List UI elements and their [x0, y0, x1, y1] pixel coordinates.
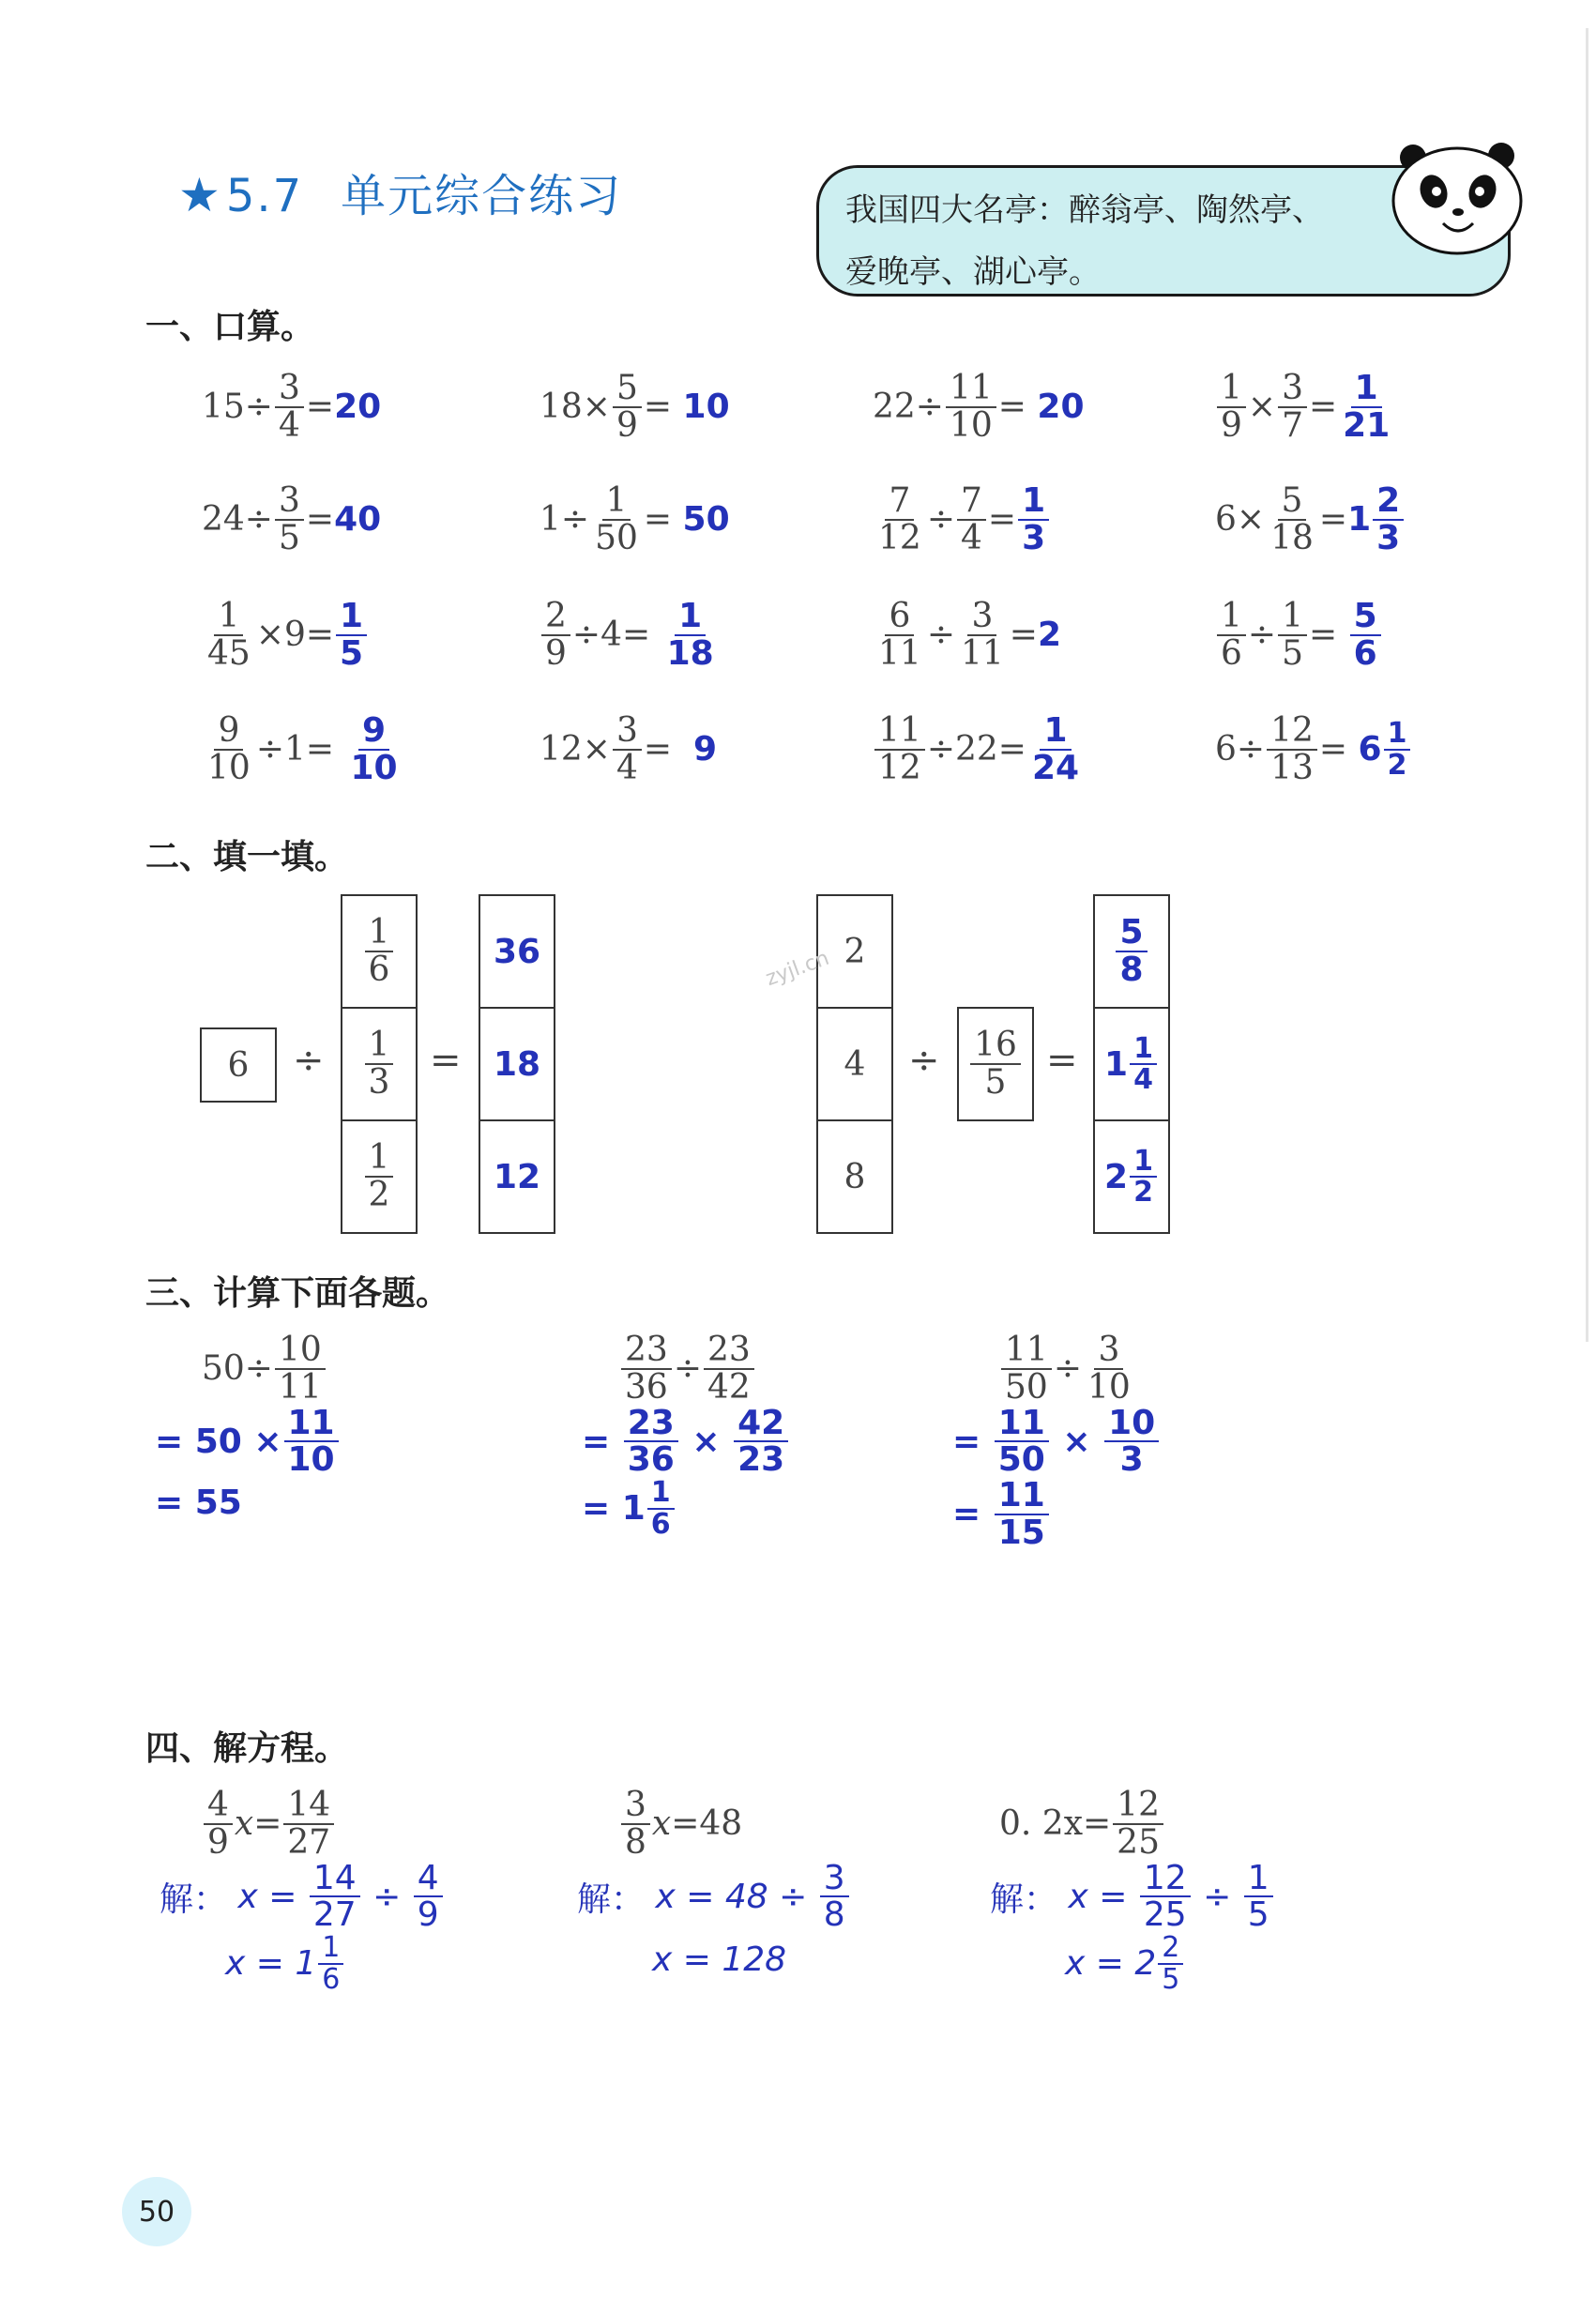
oral-3-2: $\frac{2}{9}$ ÷4= $\frac{1}{18}$ — [540, 599, 720, 672]
answer-cell-l3: 12 — [479, 1119, 555, 1234]
panda-icon — [1387, 137, 1528, 259]
oral-3-4: $\frac{1}{6}$ ÷ $\frac{1}{5}$ = $\frac{5}{6}$ — [1215, 599, 1383, 672]
oral-1-2: 18× $\frac{5}{9}$ = 10 — [540, 369, 730, 445]
star-icon: ★ — [178, 168, 222, 222]
given-box: 6 — [200, 1027, 277, 1103]
fill-cell-r1: 2 — [816, 894, 893, 1009]
answer-cell-r3: 2 1 2 — [1093, 1119, 1170, 1234]
oral-4-2: 12× $\frac{3}{4}$ = 9 — [540, 711, 718, 787]
fill-cell-r2: 4 — [816, 1007, 893, 1121]
oral-1-1: 15÷ $\frac{3}{4}$ = 20 — [202, 369, 382, 445]
fill-cell-l2: 1 3 — [341, 1007, 418, 1121]
oral-1-4: $\frac{1}{9}$ × $\frac{3}{7}$ = $\frac{1}{21}$ — [1215, 371, 1395, 444]
equals-sign-2: = — [1046, 1039, 1078, 1082]
equation-3: 0. 2x = $\frac{12}{25}$ 解： x = $\frac{12}{25}$ ÷ $\frac{1}{5}$ x = 2 2 5 — [990, 1788, 1275, 1994]
divide-sign-2: ÷ — [908, 1039, 940, 1082]
oral-4-1: $\frac{9}{10}$ ÷1= $\frac{9}{10}$ — [207, 711, 398, 787]
section-title-4: 四、解方程。 — [145, 1729, 349, 1768]
equals-sign: = — [430, 1039, 462, 1082]
oral-2-1: 24÷ $\frac{3}{5}$ = 40 — [202, 481, 382, 557]
lesson-name: 单元综合练习 — [341, 170, 623, 222]
lesson-number: 5.7 — [225, 170, 304, 222]
section-title-3: 三、计算下面各题。 — [145, 1274, 450, 1313]
bubble-line-1: 我国四大名亭：醉翁亭、陶然亭、 — [845, 191, 1324, 229]
calc-problem-3: $\frac{11}{50}$ ÷ $\frac{3}{10}$ = $\frac{11}{50}$ × $\frac{10}{3}$ = $\frac{11}{15}$ — [952, 1332, 1161, 1551]
answer-cell-r2: 1 1 4 — [1093, 1007, 1170, 1121]
oral-2-2: 1÷ $\frac{1}{50}$ = 50 — [540, 481, 730, 557]
page-edge — [1586, 28, 1588, 1342]
oral-4-4: 6÷ $\frac{12}{13}$ = 6 1 2 — [1215, 713, 1412, 786]
section-title-2: 二、填一填。 — [145, 838, 349, 876]
oral-4-3: $\frac{11}{12}$ ÷22= $\frac{1}{24}$ — [873, 713, 1085, 786]
calc-problem-2: $\frac{23}{36}$ ÷ $\frac{23}{42}$ = $\frac{23}{36}$ × $\frac{42}{23}$ = 1 1 6 — [582, 1332, 790, 1539]
fill-cell-r3: 8 — [816, 1119, 893, 1234]
fill-cell-l3: 1 2 — [341, 1119, 418, 1234]
equation-1: 4 9 x = $\frac{14}{27}$ 解： x = $\frac{14}{27}$ ÷ $\frac{4}{9}$ x = 1 1 6 — [160, 1788, 445, 1994]
oral-2-4: 6× $\frac{5}{18}$ = 1 2 3 — [1215, 483, 1406, 556]
divisor-box: 16 5 — [957, 1007, 1034, 1121]
oral-3-1: $\frac{1}{45}$ ×9= $\frac{1}{5}$ — [202, 599, 369, 672]
calc-problem-1: 50÷ $\frac{10}{11}$ = 50 × $\frac{11}{10}$ = 55 — [155, 1332, 341, 1522]
oral-1-3: 22÷ $\frac{11}{10}$ = 20 — [873, 369, 1085, 445]
lesson-title — [178, 160, 622, 224]
answer-cell-l2: 18 — [479, 1007, 555, 1121]
equation-2: 3 8 x =48 解： x = 48 ÷ $\frac{3}{8}$ x = 128 — [577, 1788, 851, 1979]
bubble-line-2: 爱晚亭、湖心亭。 — [845, 253, 1101, 291]
answer-cell-l1: 36 — [479, 894, 555, 1009]
page-number: 50 — [122, 2177, 191, 2246]
divide-sign: ÷ — [293, 1039, 325, 1082]
answer-cell-r1: 5 8 — [1093, 894, 1170, 1009]
oral-3-3: $\frac{6}{11}$ ÷ $\frac{3}{11}$ = 2 — [878, 597, 1062, 673]
fill-cell-l1: 1 6 — [341, 894, 418, 1009]
watermark: zyjl.cn — [762, 946, 832, 992]
oral-2-3: $\frac{7}{12}$ ÷ $\frac{7}{4}$ = $\frac{1}{3}$ — [873, 483, 1051, 556]
section-title-1: 一、口算。 — [145, 308, 315, 346]
